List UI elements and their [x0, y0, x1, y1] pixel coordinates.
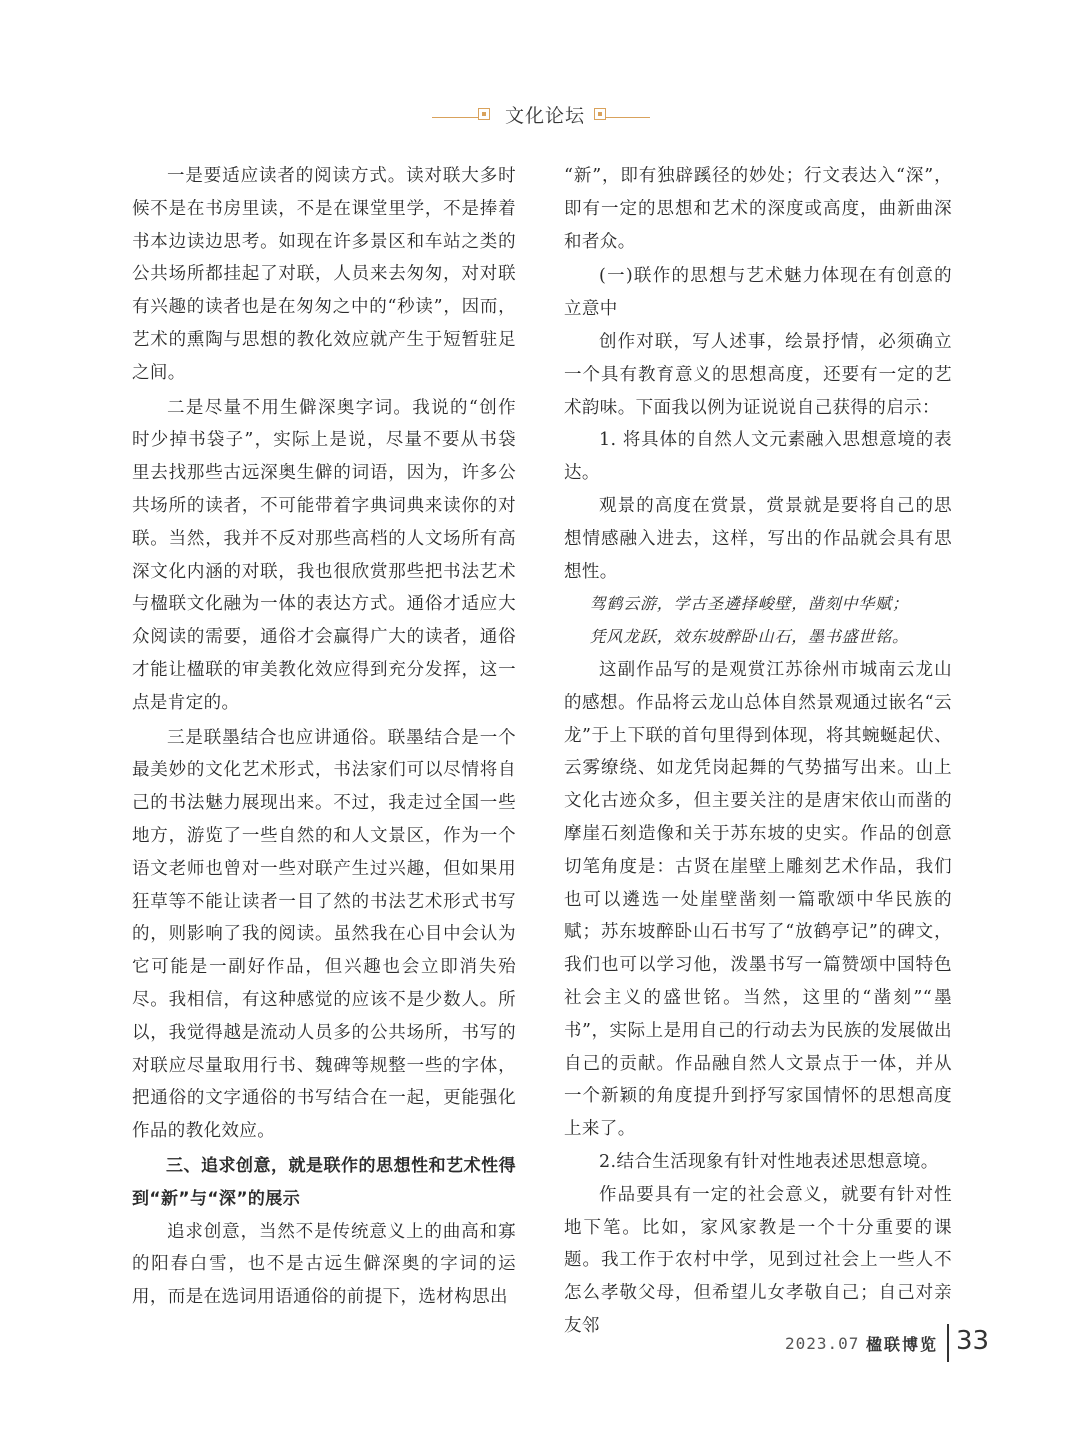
couplet-line: 凭风龙跃，效东坡醉卧山石，墨书盛世铭。 — [589, 627, 909, 647]
footer-divider — [947, 1324, 949, 1362]
issue-date: 2023.07 — [785, 1334, 860, 1353]
paragraph: 观景的高度在赏景，赏景就是要将自己的思想情感融入进去，这样，写出的作品就会具有思想性。 — [564, 495, 952, 582]
list-item: 2.结合生活现象有针对性地表述思想意境。 — [599, 1151, 939, 1172]
page-footer — [0, 1318, 1080, 1378]
couplet-line: 驾鹤云游，学古圣遴择峻壁，凿刻中华赋； — [589, 594, 909, 614]
header-ornament-right-icon — [594, 108, 606, 120]
paragraph: 一是要适应读者的阅读方式。读对联大多时候不是在书房里读，不是在课堂里学，不是捧着书本边读边思考。如现在许多景区和车站之类的公共场所都挂起了对联，人员来去匆匆，对对联有兴趣的读者也是在匆匆之中的“秒读”，因而，艺术的熏陶与思想的教化效应就产生于短暂驻足之间。 — [132, 166, 516, 383]
section-heading: 三、追求创意，就是联作的思想性和艺术性得到“新”与“深”的展示 — [132, 1155, 516, 1209]
paragraph: 追求创意，当然不是传统意义上的曲高和寡的阳春白雪，也不是古远生僻深奥的字词的运用，而是在选词用语通俗的前提下，选材构思出 — [132, 1221, 516, 1308]
header-rule-left — [432, 117, 478, 118]
magazine-name: 楹联博览 — [866, 1335, 939, 1354]
paragraph: 二是尽量不用生僻深奥字词。我说的“创作时少掉书袋子”，实际上是说，尽量不要从书袋里去找那些古远深奥生僻的词语，因为，许多公共场所的读者，不可能带着字典词典来读你的对联。当然，我并不反对那些高档的人文场所有高深文化内涵的对联，我也很欣赏那些把书法艺术与楹联文化融为一体的表达方式。通俗才适应大众阅读的需要，通俗才会赢得广大的读者，通俗才能让楹联的审美教化效应得到充分发挥，这一点是肯定的。 — [132, 397, 516, 713]
section-title: 文化论坛 — [504, 105, 585, 127]
paragraph: 创作对联，写人述事，绘景抒情，必须确立一个具有教育意义的思想高度，还要有一定的艺术韵味。下面我以例为证说说自己获得的启示： — [564, 331, 952, 418]
paragraph: 作品要具有一定的社会意义，就要有针对性地下笔。比如，家风家教是一个十分重要的课题。我工作于农村中学，见到过社会上一些人不怎么孝敬父母，但希望儿女孝敬自己；自己对亲友邻 — [564, 1184, 952, 1336]
left-column — [132, 160, 516, 1314]
list-item: 1. 将具体的自然人文元素融入思想意境的表达。 — [564, 430, 952, 484]
page-number: 33 — [956, 1326, 990, 1356]
header-rule-right — [606, 117, 650, 118]
paragraph-continuation: “新”，即有独辟蹊径的妙处；行文表达入“深”，即有一定的思想和艺术的深度或高度，曲新曲深和者众。 — [564, 166, 952, 252]
right-column — [564, 160, 952, 1343]
header-ornament-left-icon — [478, 108, 490, 120]
paragraph: 这副作品写的是观赏江苏徐州市城南云龙山的感想。作品将云龙山总体自然景观通过嵌名“云龙”于上下联的首句里得到体现，将其蜿蜒起伏、云雾缭绕、如龙凭岗起舞的气势描写出来。山上文化古迹众多，但主要关注的是唐宋依山而凿的摩崖石刻造像和关于苏东坡的史实。作品的创意切笔角度是：古贤在崖壁上雕刻艺术作品，我们也可以遴选一处崖壁凿刻一篇歌颂中华民族的赋；苏东坡醉卧山石书写了“放鹤亭记”的碑文，我们也可以学习他，泼墨书写一篇赞颂中国特色社会主义的盛世铭。当然，这里的“凿刻”“墨书”，实际上是用自己的行动去为民族的发展做出自己的贡献。作品融自然人文景点于一体，并从一个新颖的角度提升到抒写家国情怀的思想高度上来了。 — [564, 659, 952, 1140]
subheading: (一)联作的思想与艺术魅力体现在有创意的立意中 — [564, 266, 952, 320]
paragraph: 三是联墨结合也应讲通俗。联墨结合是一个最美妙的文化艺术形式，书法家们可以尽情将自己的书法魅力展现出来。不过，我走过全国一些地方，游览了一些自然的和人文景区，作为一个语文老师也曾对一些对联产生过兴趣，但如果用狂草等不能让读者一目了然的书法艺术形式书写的，则影响了我的阅读。虽然我在心目中会认为它可能是一副好作品，但兴趣也会立即消失殆尽。我相信，有这种感觉的应该不是少数人。所以，我觉得越是流动人员多的公共场所，书写的对联应尽量取用行书、魏碑等规整一些的字体，把通俗的文字通俗的书写结合在一起，更能强化作品的教化效应。 — [132, 727, 516, 1142]
page-header — [0, 96, 1080, 136]
